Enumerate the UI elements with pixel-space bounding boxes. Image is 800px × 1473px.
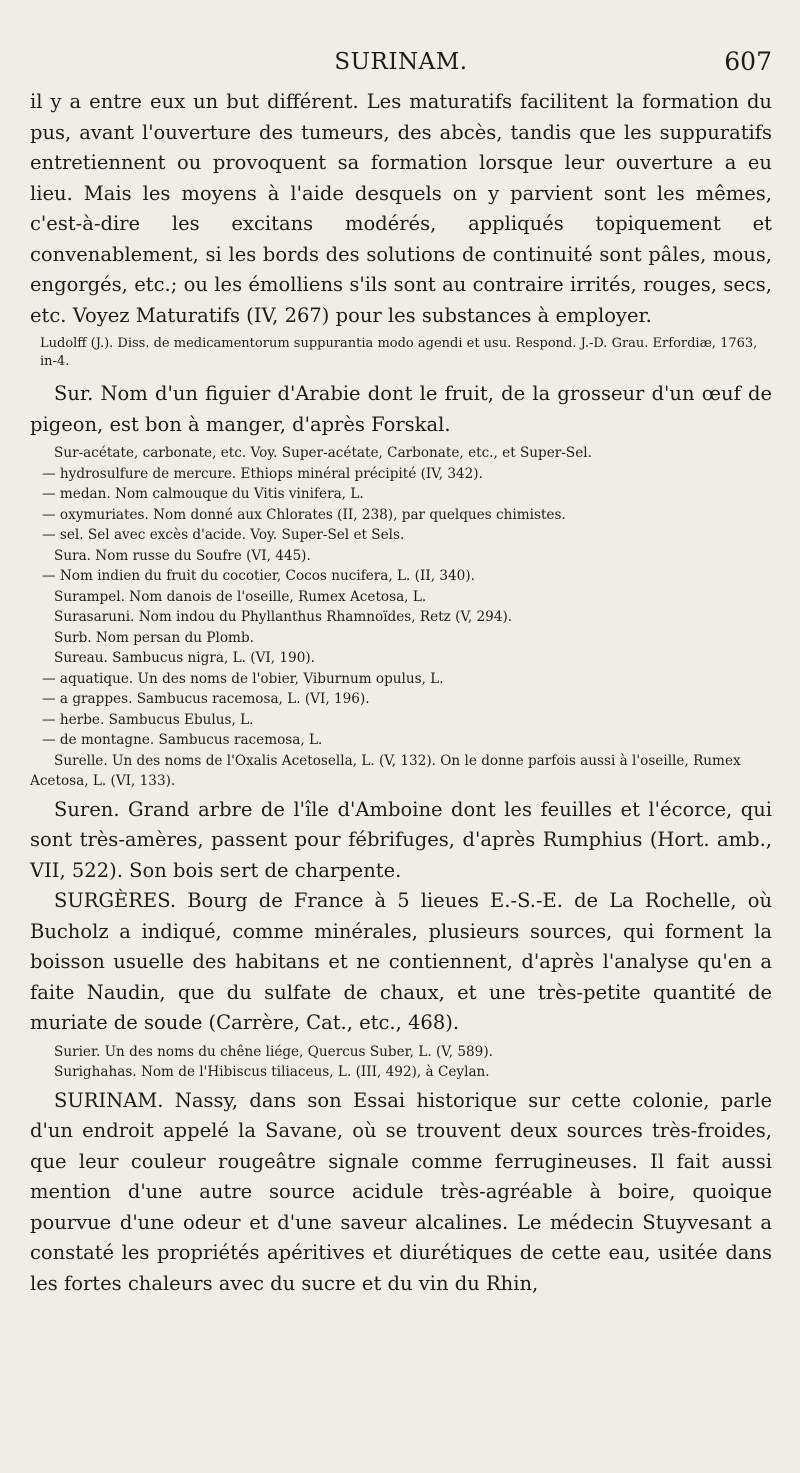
entry-surgeres: SURGÈRES. Bourg de France à 5 lieues E.-S.-E. de La Rochelle, où Bucholz a indiqué, comme minérales, plusieurs sources, qui forment la boisson usuelle des habitans et ne contiennent, d'après l'analyse qu'en a faite Naudin, que du sulfate de chaux, et une très-petite quantité de muriate de soude (Carrère, Cat., etc., 468).	[30, 889, 772, 1034]
entry-sureau: Sureau. Sambucus nigra, L. (VI, 190).	[54, 650, 315, 666]
entry-suren: Suren. Grand arbre de l'île d'Amboine dont les feuilles et l'écorce, qui sont très-amères, passent pour fébrifuges, d'après Rumphius (Hort. amb., VII, 522). Son bois sert de charpente.	[30, 797, 772, 882]
entry-surampel: Surampel. Nom danois de l'oseille, Rumex Acetosa, L.	[54, 588, 427, 605]
book-page	[30, 45, 772, 1299]
entry-surelle: Surelle. Un des noms de l'Oxalis Acetosella, L. (V, 132). On le donne parfois aussi à l'oseille, Rumex Acetosa, L. (VI, 133).	[30, 752, 741, 789]
entry-sureau-herbe: — herbe. Sambucus Ebulus, L.	[42, 711, 254, 728]
entry-surier: Surier. Un des noms du chêne liége, Quercus Suber, L. (V, 589).	[54, 1043, 493, 1060]
entry-sureau-aquatique: — aquatique. Un des noms de l'obier, Viburnum opulus, L.	[42, 670, 444, 687]
running-title: SURINAM.	[334, 49, 468, 75]
page-number: 607	[724, 47, 772, 76]
bibliography-ludolff: Ludolff (J.). Diss. de medicamentorum suppurantia modo agendi et usu. Respond. J.-D. Grau. Erfordiæ, 1763, in-4.	[40, 336, 758, 369]
entry-sur-oxymuriates: — oxymuriates. Nom donné aux Chlorates (II, 238), par quelques chimistes.	[42, 506, 566, 523]
entry-sur-sel: — sel. Sel avec excès d'acide. Voy. Super-Sel et Sels.	[42, 527, 405, 543]
entry-surb: Surb. Nom persan du Plomb.	[54, 629, 254, 646]
entry-sureau-montagne: — de montagne. Sambucus racemosa, L.	[42, 732, 323, 748]
entry-surinam: SURINAM. Nassy, dans son Essai historique sur cette colonie, parle d'un endroit appelé la Savane, où se trouvent deux sources très-froides, que leur couleur rougeâtre signale comme ferrugineuses. Il fait aussi mention d'une autre source acidule très-agréable à boire, quoique pourvue d'une odeur et d'une saveur alcalines. Le médecin Stuyvesant a constaté les propriétés apéritives et diurétiques de cette eau, usitée dans les fortes chaleurs avec du sucre et du vin du Rhin,	[30, 1088, 772, 1295]
entry-surasaruni: Surasaruni. Nom indou du Phyllanthus Rhamnoïdes, Retz (V, 294).	[54, 609, 513, 625]
entry-sur-acetate: Sur-acétate, carbonate, etc. Voy. Super-acétate, Carbonate, etc., et Super-Sel.	[54, 445, 592, 461]
entry-sura-cocos: — Nom indien du fruit du cocotier, Cocos nucifera, L. (II, 340).	[42, 568, 475, 584]
page-body	[30, 87, 772, 1299]
running-header	[30, 45, 772, 87]
entry-sureau-grappes: — a grappes. Sambucus racemosa, L. (VI, 196).	[42, 691, 370, 707]
entry-sur-hydrosulfure: — hydrosulfure de mercure. Ethiops minéral précipité (IV, 342).	[42, 465, 483, 482]
entry-sur: Sur. Nom d'un figuier d'Arabie dont le fruit, de la grosseur d'un œuf de pigeon, est bon à manger, d'après Forskal.	[30, 382, 772, 436]
paragraph-suppuratifs: il y a entre eux un but différent. Les maturatifs facilitent la formation du pus, avant l'ouverture des tumeurs, des abcès, tandis que les suppuratifs entretiennent ou provoquent sa formation lorsque leur ouverture a eu lieu. Mais les moyens à l'aide desquels on y parvient sont les mêmes, c'est-à-dire les excitans modérés, appliqués topiquement et convenablement, si les bords des solutions de continuité sont pâles, mous, engorgés, etc.; ou les émolliens s'ils sont au contraire irrités, rouges, secs, etc. Voyez Maturatifs (IV, 267) pour les substances à employer.	[30, 90, 772, 327]
entry-surighahas: Surighahas. Nom de l'Hibiscus tiliaceus, L. (III, 492), à Ceylan.	[54, 1064, 490, 1080]
entry-sura: Sura. Nom russe du Soufre (VI, 445).	[54, 547, 311, 564]
entry-sur-medan: — medan. Nom calmouque du Vitis vinifera, L.	[42, 486, 364, 502]
